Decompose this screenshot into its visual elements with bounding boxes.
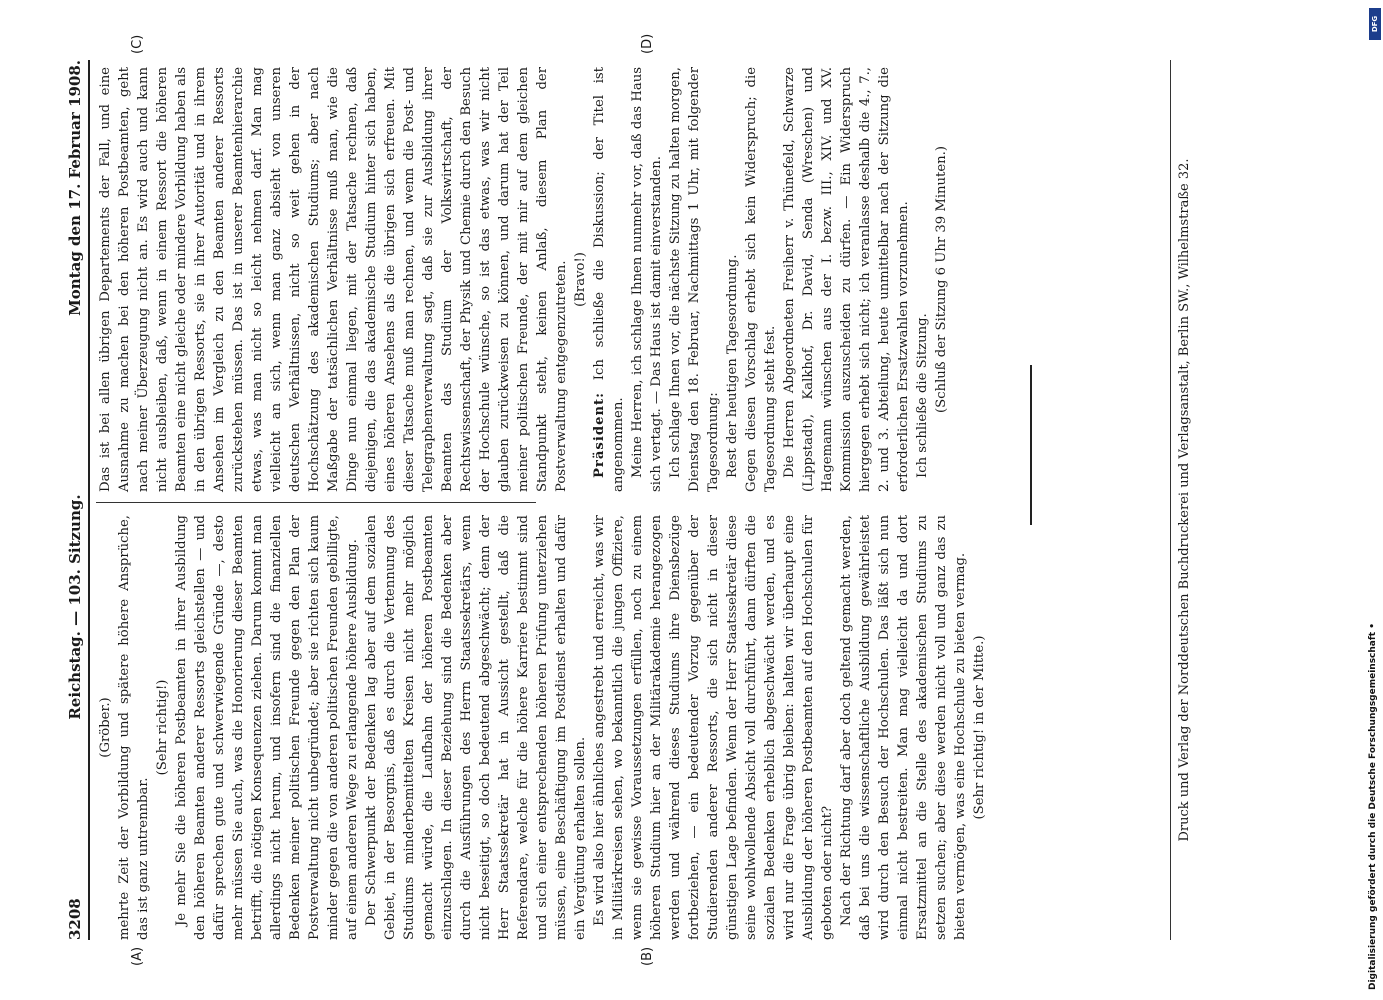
rotated-page bbox=[60, 33, 1240, 966]
margin-mark-b: (B) bbox=[640, 946, 655, 966]
paragraph: Rest der heutigen Tagesordnung. bbox=[725, 254, 740, 478]
president-paragraph bbox=[590, 67, 628, 492]
margin-mark-c: (C) bbox=[130, 34, 145, 54]
interjection: (Sehr richtig!) bbox=[155, 679, 170, 776]
president-label: Präsident: bbox=[592, 391, 607, 478]
page-header bbox=[60, 60, 90, 940]
dfg-logo bbox=[1369, 8, 1381, 40]
page-number: 3208 bbox=[66, 898, 84, 940]
paragraph: Meine Herren, ich schlage Ihnen nunmehr vor, daß das Haus sich vertagt. — Das Haus ist damit einverstanden. bbox=[630, 67, 664, 492]
paragraph: Die Herren Abgeordneten Freiherr v. Thünefeld, Schwarze (Lippstadt), Kalkhof, Dr. David, Senda (Wreschen) und Hagemann wünschen aus der I. bezw. III., XIV. und XV. Kommission auszuscheiden zu dürfen. — Ein Widerspruch hiergegen erhebt sich nicht; ich veranlasse deshalb die 4., 7., 2. und 3. Abteilung, heute unmittelbar nach der Sitzung die erforderlichen Ersatzwahlen vorzunehmen. bbox=[782, 67, 911, 492]
dfg-logo-text: DFG bbox=[1371, 15, 1379, 33]
paragraph: mehrte Zeit der Vorbildung und spätere höhere Ansprüche, das ist ganz untrennbar. bbox=[117, 515, 151, 940]
paragraph: Ich schließe die Sitzung. bbox=[915, 313, 930, 478]
margin-mark-a: (A) bbox=[130, 946, 145, 966]
printer-footer: Druck und Verlag der Norddeutschen Buchdruckerei und Verlagsanstalt, Berlin SW., Wilhelmstraße 32. bbox=[1170, 60, 1192, 940]
paragraph: Das ist bei allen übrigen Departements der Fall, und eine Ausnahme zu machen bei den höheren Postbeamten, geht nach meiner Überzeugung nicht an. Es wird auch und kann nicht ausbleiben, daß, wenn in einem Ressort die höheren Beamten eine nicht gleiche oder mindere Vorbildung haben als in den übrigen Ressorts, sie in ihrer Autorität und in ihrem Ansehen im Vergleich zu den Beamten anderer Ressorts zurückstehen müssen. Das ist in unserer Beamtenhierarchie etwas, was man nicht so leicht nehmen darf. Man mag vielleicht an sich, wenn man ganz absieht von unseren deutschen Verhältnissen, nicht so weit gehen in der Hochschätzung des akademischen Studiums; aber nach Maßgabe der tatsächlichen Verhältnisse muß man, wie die Dinge nun einmal liegen, mit der Tatsache rechnen, daß diejenigen, die das akademische Studium hinter sich haben, eines höheren Ansehens als die übrigen sich erfreuen. Mit dieser Tatsache muß man rechnen, und wenn die Post- und Telegraphenverwaltung sagt, daß sie zur Ausbildung ihrer Beamten das Studium der Volkswirtschaft, der Rechtswissenschaft, der Physik und Chemie durch den Besuch der Hochschule wünsche, so ist das etwas, was wir nicht glauben zurückweisen zu können, und darum hat der Teil meiner politischen Freunde, der mit mir auf dem gleichen Standpunkt steht, keinen Anlaß, diesem Plan der Postverwaltung entgegenzutreten. bbox=[98, 67, 569, 492]
interjection: (Sehr richtig! in der Mitte.) bbox=[972, 635, 987, 820]
interjection: (Bravo!) bbox=[573, 252, 588, 307]
paragraph: Gegen diesen Vorschlag erhebt sich kein Widerspruch; die Tagesordnung steht fest. bbox=[744, 67, 778, 492]
session-date: Montag den 17. Februar 1908. bbox=[66, 60, 84, 316]
paragraph-text: Ich schließe die Diskussion; der Titel ist angenommen. bbox=[592, 67, 626, 492]
right-column bbox=[96, 67, 951, 492]
session-title: Reichstag. — 103. Sitzung. bbox=[66, 494, 84, 720]
paragraph: Ich schlage Ihnen vor, die nächste Sitzung zu halten morgen, Dienstag den 18. Februar, Nachmittags 1 Uhr, mit folgender Tagesordnung: bbox=[668, 67, 721, 492]
paragraph: Je mehr Sie die höheren Postbeamten in ihrer Ausbildung den höheren Beamten anderer Ressorts gleichstellen — und dafür sprechen gute und schwerwiegende Gründe —, desto mehr müssen Sie auch, was die Honorierung dieser Beamten betrifft, die nötigen Konsequenzen ziehen. Darum kommt man allerdings nicht herum, und insofern sind die finanziellen Bedenken meiner politischen Freunde gegen den Plan der Postverwaltung nicht unbegründet; aber sie richten sich kaum minder gegen die von anderen politischen Freunden gebilligte, auf einem anderen Wege zu erlangende höhere Ausbildung. bbox=[174, 515, 360, 940]
paragraph: Es wird also hier ähnliches angestrebt und erreicht, was wir in Militärkreisen sehen, wo bekanntlich die jungen Offiziere, wenn sie gewisse Voraussetzungen erfüllen, noch zu einem höheren Studium hier an der Militärakademie herangezogen werden und während dieses Studiums ihre Diensbezüge fortbeziehen, — ein bedeutender Vorzug gegenüber der Studierenden anderer Ressorts, die sich nicht in dieser günstigen Lage befinden. Wenn der Herr Staatssekretär diese seine wohlwollende Absicht voll durchführt, dann dürften die sozialen Bedenken erheblich abgeschwächt werden, und es wird nur die Frage übrig bleiben: halten wir überhaupt eine Ausbildung der höheren Postbeamten auf den Hochschulen für geboten oder nicht? bbox=[592, 515, 835, 940]
digitization-note: Digitalisierung gefördert durch die Deutsche Forschungsgemeinschaft • bbox=[1368, 623, 1378, 990]
margin-mark-d: (D) bbox=[640, 33, 655, 54]
column-divider bbox=[96, 502, 536, 503]
speaker-label: (Gröber.) bbox=[98, 697, 113, 758]
paragraph: Nach der Richtung darf aber doch geltend gemacht werden, daß bei uns die wissenschaftliche Ausbildung gewährleistet wird durch den Besuch der Hochschulen. Das läßt sich nun einmal nicht bestreiten. Man mag vielleicht da und dort Ersatzmittel an die Stelle des akademischen Studiums zu setzen suchen; aber diese werden nicht voll und ganz das zu bieten vermögen, was eine Hochschule zu bieten vermag. bbox=[839, 515, 968, 940]
session-close: (Schluß der Sitzung 6 Uhr 39 Minuten.) bbox=[934, 146, 949, 413]
paragraph: Der Schwerpunkt der Bedenken lag aber auf dem sozialen Gebiet, in der Besorgnis, daß es durch die Vertennung des Studiums minderbemittelten Kreisen nicht mehr möglich gemacht würde, die Laufbahn der höheren Postbeamten einzuschlagen. In dieser Beziehung sind die Bedenken aber durch die Ausführungen des Herrn Staatssekretärs, wenn nicht beseitigt, so doch bedeutend abgeschwächt; denn der Herr Staatssekretär hat in Aussicht gestellt, daß die Referendare, welche für die höhere Karriere bestimmt sind und sich einer entsprechenden höheren Prüfung unterziehen müssen, eine Beschäftigung im Postdienst erhalten und dafür ein Vergütung erhalten sollen. bbox=[364, 515, 588, 940]
left-column bbox=[96, 515, 989, 940]
end-rule bbox=[1030, 365, 1032, 525]
